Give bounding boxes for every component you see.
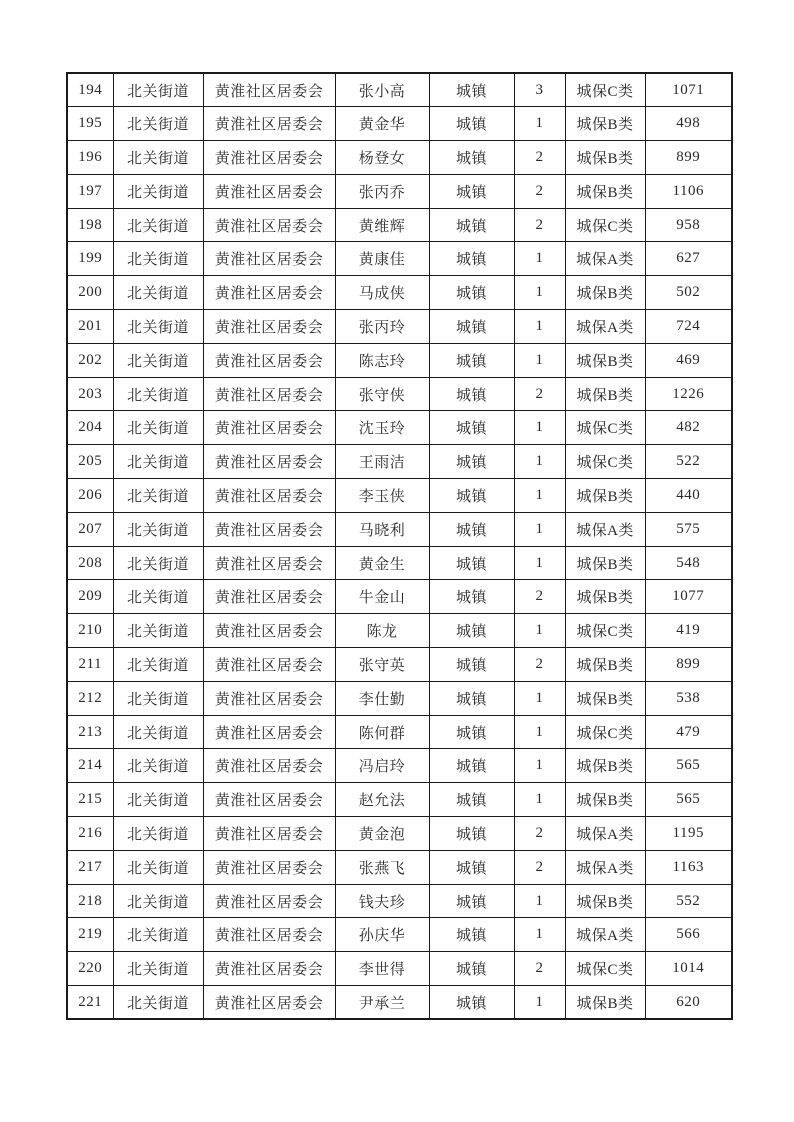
row-number-cell: 216 (67, 817, 113, 851)
insurance-category-cell: 城保B类 (565, 479, 645, 513)
person-name-cell: 张守侠 (335, 377, 429, 411)
street-cell: 北关街道 (113, 208, 203, 242)
amount-cell: 627 (645, 242, 732, 276)
residence-type-cell: 城镇 (429, 884, 514, 918)
street-cell: 北关街道 (113, 512, 203, 546)
table-row (67, 479, 732, 513)
amount-cell: 899 (645, 141, 732, 175)
residence-type-cell: 城镇 (429, 208, 514, 242)
residence-type-cell: 城镇 (429, 445, 514, 479)
street-cell: 北关街道 (113, 783, 203, 817)
residence-type-cell: 城镇 (429, 614, 514, 648)
insurance-category-cell: 城保C类 (565, 208, 645, 242)
household-count-cell: 1 (514, 783, 565, 817)
insurance-category-cell: 城保B类 (565, 276, 645, 310)
household-count-cell: 2 (514, 377, 565, 411)
insurance-category-cell: 城保A类 (565, 242, 645, 276)
table-row (67, 242, 732, 276)
row-number-cell: 213 (67, 715, 113, 749)
street-cell: 北关街道 (113, 377, 203, 411)
street-cell: 北关街道 (113, 715, 203, 749)
residence-type-cell: 城镇 (429, 141, 514, 175)
residence-type-cell: 城镇 (429, 817, 514, 851)
person-name-cell: 陈志玲 (335, 343, 429, 377)
person-name-cell: 杨登女 (335, 141, 429, 175)
person-name-cell: 李玉侠 (335, 479, 429, 513)
amount-cell: 620 (645, 986, 732, 1020)
community-cell: 黄淮社区居委会 (203, 310, 335, 344)
person-name-cell: 王雨洁 (335, 445, 429, 479)
table-row (67, 952, 732, 986)
amount-cell: 1163 (645, 850, 732, 884)
street-cell: 北关街道 (113, 817, 203, 851)
insurance-category-cell: 城保B类 (565, 377, 645, 411)
insurance-category-cell: 城保C类 (565, 614, 645, 648)
table-row (67, 749, 732, 783)
row-number-cell: 220 (67, 952, 113, 986)
community-cell: 黄淮社区居委会 (203, 817, 335, 851)
community-cell: 黄淮社区居委会 (203, 715, 335, 749)
amount-cell: 498 (645, 107, 732, 141)
community-cell: 黄淮社区居委会 (203, 546, 335, 580)
amount-cell: 479 (645, 715, 732, 749)
person-name-cell: 黄金华 (335, 107, 429, 141)
person-name-cell: 孙庆华 (335, 918, 429, 952)
household-count-cell: 2 (514, 648, 565, 682)
person-name-cell: 张丙玲 (335, 310, 429, 344)
household-count-cell: 1 (514, 614, 565, 648)
community-cell: 黄淮社区居委会 (203, 580, 335, 614)
insurance-category-cell: 城保B类 (565, 648, 645, 682)
residence-type-cell: 城镇 (429, 276, 514, 310)
table-row (67, 107, 732, 141)
street-cell: 北关街道 (113, 141, 203, 175)
insurance-category-cell: 城保C类 (565, 73, 645, 107)
insurance-category-cell: 城保B类 (565, 174, 645, 208)
household-count-cell: 1 (514, 411, 565, 445)
row-number-cell: 207 (67, 512, 113, 546)
street-cell: 北关街道 (113, 310, 203, 344)
community-cell: 黄淮社区居委会 (203, 343, 335, 377)
amount-cell: 552 (645, 884, 732, 918)
person-name-cell: 陈龙 (335, 614, 429, 648)
residence-type-cell: 城镇 (429, 952, 514, 986)
residence-type-cell: 城镇 (429, 850, 514, 884)
amount-cell: 440 (645, 479, 732, 513)
community-cell: 黄淮社区居委会 (203, 242, 335, 276)
insurance-category-cell: 城保B类 (565, 783, 645, 817)
community-cell: 黄淮社区居委会 (203, 445, 335, 479)
table-row (67, 884, 732, 918)
insurance-category-cell: 城保B类 (565, 681, 645, 715)
table-row (67, 445, 732, 479)
community-cell: 黄淮社区居委会 (203, 107, 335, 141)
amount-cell: 1071 (645, 73, 732, 107)
amount-cell: 958 (645, 208, 732, 242)
household-count-cell: 1 (514, 310, 565, 344)
household-count-cell: 2 (514, 850, 565, 884)
community-cell: 黄淮社区居委会 (203, 174, 335, 208)
household-count-cell: 1 (514, 343, 565, 377)
community-cell: 黄淮社区居委会 (203, 73, 335, 107)
residence-type-cell: 城镇 (429, 681, 514, 715)
table-row (67, 681, 732, 715)
amount-cell: 566 (645, 918, 732, 952)
street-cell: 北关街道 (113, 884, 203, 918)
amount-cell: 1195 (645, 817, 732, 851)
table-row (67, 208, 732, 242)
residence-type-cell: 城镇 (429, 512, 514, 546)
person-name-cell: 李世得 (335, 952, 429, 986)
street-cell: 北关街道 (113, 546, 203, 580)
person-name-cell: 马成侠 (335, 276, 429, 310)
residence-type-cell: 城镇 (429, 174, 514, 208)
table-row (67, 377, 732, 411)
insurance-category-cell: 城保B类 (565, 343, 645, 377)
household-count-cell: 1 (514, 107, 565, 141)
street-cell: 北关街道 (113, 343, 203, 377)
amount-cell: 419 (645, 614, 732, 648)
row-number-cell: 215 (67, 783, 113, 817)
community-cell: 黄淮社区居委会 (203, 918, 335, 952)
insurance-category-cell: 城保B类 (565, 107, 645, 141)
amount-cell: 538 (645, 681, 732, 715)
residence-type-cell: 城镇 (429, 107, 514, 141)
row-number-cell: 195 (67, 107, 113, 141)
residence-type-cell: 城镇 (429, 411, 514, 445)
household-count-cell: 1 (514, 749, 565, 783)
person-name-cell: 张燕飞 (335, 850, 429, 884)
row-number-cell: 210 (67, 614, 113, 648)
row-number-cell: 208 (67, 546, 113, 580)
amount-cell: 482 (645, 411, 732, 445)
person-name-cell: 张丙乔 (335, 174, 429, 208)
amount-cell: 565 (645, 783, 732, 817)
row-number-cell: 221 (67, 986, 113, 1020)
amount-cell: 899 (645, 648, 732, 682)
row-number-cell: 205 (67, 445, 113, 479)
insurance-category-cell: 城保A类 (565, 310, 645, 344)
person-name-cell: 张小高 (335, 73, 429, 107)
insurance-category-cell: 城保C类 (565, 715, 645, 749)
insurance-category-cell: 城保C类 (565, 952, 645, 986)
table-row (67, 310, 732, 344)
amount-cell: 502 (645, 276, 732, 310)
person-name-cell: 冯启玲 (335, 749, 429, 783)
community-cell: 黄淮社区居委会 (203, 614, 335, 648)
insurance-category-cell: 城保A类 (565, 817, 645, 851)
residence-type-cell: 城镇 (429, 242, 514, 276)
community-cell: 黄淮社区居委会 (203, 749, 335, 783)
residence-type-cell: 城镇 (429, 715, 514, 749)
street-cell: 北关街道 (113, 107, 203, 141)
amount-cell: 522 (645, 445, 732, 479)
household-count-cell: 2 (514, 817, 565, 851)
insurance-category-cell: 城保A类 (565, 512, 645, 546)
street-cell: 北关街道 (113, 986, 203, 1020)
household-count-cell: 1 (514, 242, 565, 276)
table-row (67, 276, 732, 310)
row-number-cell: 201 (67, 310, 113, 344)
amount-cell: 575 (645, 512, 732, 546)
person-name-cell: 黄金泡 (335, 817, 429, 851)
household-count-cell: 1 (514, 918, 565, 952)
household-count-cell: 1 (514, 986, 565, 1020)
row-number-cell: 202 (67, 343, 113, 377)
row-number-cell: 198 (67, 208, 113, 242)
table-row (67, 715, 732, 749)
community-cell: 黄淮社区居委会 (203, 411, 335, 445)
community-cell: 黄淮社区居委会 (203, 276, 335, 310)
person-name-cell: 钱夫珍 (335, 884, 429, 918)
street-cell: 北关街道 (113, 952, 203, 986)
person-name-cell: 黄康佳 (335, 242, 429, 276)
table-row (67, 918, 732, 952)
insurance-category-cell: 城保B类 (565, 884, 645, 918)
row-number-cell: 212 (67, 681, 113, 715)
household-count-cell: 3 (514, 73, 565, 107)
row-number-cell: 219 (67, 918, 113, 952)
table-row (67, 343, 732, 377)
amount-cell: 1014 (645, 952, 732, 986)
street-cell: 北关街道 (113, 73, 203, 107)
street-cell: 北关街道 (113, 411, 203, 445)
insurance-category-cell: 城保B类 (565, 986, 645, 1020)
residence-type-cell: 城镇 (429, 783, 514, 817)
insurance-category-cell: 城保C类 (565, 445, 645, 479)
residence-type-cell: 城镇 (429, 479, 514, 513)
table-row (67, 986, 732, 1020)
person-name-cell: 张守英 (335, 648, 429, 682)
person-name-cell: 李仕勤 (335, 681, 429, 715)
street-cell: 北关街道 (113, 580, 203, 614)
table-row (67, 141, 732, 175)
household-count-cell: 1 (514, 512, 565, 546)
household-count-cell: 1 (514, 445, 565, 479)
residence-type-cell: 城镇 (429, 648, 514, 682)
street-cell: 北关街道 (113, 614, 203, 648)
row-number-cell: 217 (67, 850, 113, 884)
amount-cell: 469 (645, 343, 732, 377)
table-row (67, 546, 732, 580)
street-cell: 北关街道 (113, 749, 203, 783)
person-name-cell: 尹承兰 (335, 986, 429, 1020)
street-cell: 北关街道 (113, 479, 203, 513)
residence-type-cell: 城镇 (429, 310, 514, 344)
table-row (67, 411, 732, 445)
row-number-cell: 209 (67, 580, 113, 614)
household-count-cell: 1 (514, 681, 565, 715)
community-cell: 黄淮社区居委会 (203, 681, 335, 715)
table-row (67, 174, 732, 208)
community-cell: 黄淮社区居委会 (203, 648, 335, 682)
row-number-cell: 211 (67, 648, 113, 682)
amount-cell: 1077 (645, 580, 732, 614)
household-count-cell: 2 (514, 952, 565, 986)
street-cell: 北关街道 (113, 174, 203, 208)
household-count-cell: 2 (514, 174, 565, 208)
community-cell: 黄淮社区居委会 (203, 479, 335, 513)
person-name-cell: 黄维辉 (335, 208, 429, 242)
table-row (67, 850, 732, 884)
community-cell: 黄淮社区居委会 (203, 208, 335, 242)
insurance-category-cell: 城保B类 (565, 749, 645, 783)
residence-type-cell: 城镇 (429, 546, 514, 580)
street-cell: 北关街道 (113, 850, 203, 884)
row-number-cell: 218 (67, 884, 113, 918)
amount-cell: 548 (645, 546, 732, 580)
household-count-cell: 2 (514, 141, 565, 175)
table-row (67, 580, 732, 614)
community-cell: 黄淮社区居委会 (203, 141, 335, 175)
residence-type-cell: 城镇 (429, 73, 514, 107)
person-name-cell: 陈何群 (335, 715, 429, 749)
person-name-cell: 牛金山 (335, 580, 429, 614)
residence-type-cell: 城镇 (429, 580, 514, 614)
household-count-cell: 1 (514, 715, 565, 749)
insurance-category-cell: 城保A类 (565, 918, 645, 952)
amount-cell: 724 (645, 310, 732, 344)
residence-type-cell: 城镇 (429, 986, 514, 1020)
community-cell: 黄淮社区居委会 (203, 986, 335, 1020)
street-cell: 北关街道 (113, 242, 203, 276)
person-name-cell: 赵允法 (335, 783, 429, 817)
household-count-cell: 1 (514, 479, 565, 513)
street-cell: 北关街道 (113, 648, 203, 682)
household-count-cell: 2 (514, 580, 565, 614)
residence-type-cell: 城镇 (429, 749, 514, 783)
street-cell: 北关街道 (113, 445, 203, 479)
insurance-category-cell: 城保A类 (565, 850, 645, 884)
household-count-cell: 2 (514, 208, 565, 242)
row-number-cell: 199 (67, 242, 113, 276)
insurance-category-cell: 城保B类 (565, 580, 645, 614)
household-count-cell: 1 (514, 276, 565, 310)
row-number-cell: 197 (67, 174, 113, 208)
insurance-category-cell: 城保B类 (565, 546, 645, 580)
person-name-cell: 黄金生 (335, 546, 429, 580)
insurance-category-cell: 城保C类 (565, 411, 645, 445)
household-count-cell: 1 (514, 884, 565, 918)
amount-cell: 1106 (645, 174, 732, 208)
residence-type-cell: 城镇 (429, 377, 514, 411)
roster-table (66, 72, 733, 1020)
household-count-cell: 1 (514, 546, 565, 580)
person-name-cell: 马晓利 (335, 512, 429, 546)
insurance-category-cell: 城保B类 (565, 141, 645, 175)
row-number-cell: 200 (67, 276, 113, 310)
table-row (67, 512, 732, 546)
street-cell: 北关街道 (113, 918, 203, 952)
street-cell: 北关街道 (113, 681, 203, 715)
row-number-cell: 194 (67, 73, 113, 107)
community-cell: 黄淮社区居委会 (203, 512, 335, 546)
row-number-cell: 203 (67, 377, 113, 411)
residence-type-cell: 城镇 (429, 343, 514, 377)
street-cell: 北关街道 (113, 276, 203, 310)
row-number-cell: 206 (67, 479, 113, 513)
community-cell: 黄淮社区居委会 (203, 850, 335, 884)
row-number-cell: 204 (67, 411, 113, 445)
amount-cell: 565 (645, 749, 732, 783)
residence-type-cell: 城镇 (429, 918, 514, 952)
row-number-cell: 214 (67, 749, 113, 783)
community-cell: 黄淮社区居委会 (203, 377, 335, 411)
amount-cell: 1226 (645, 377, 732, 411)
community-cell: 黄淮社区居委会 (203, 783, 335, 817)
person-name-cell: 沈玉玲 (335, 411, 429, 445)
row-number-cell: 196 (67, 141, 113, 175)
community-cell: 黄淮社区居委会 (203, 952, 335, 986)
table-row (67, 614, 732, 648)
table-row (67, 73, 732, 107)
table-row (67, 817, 732, 851)
community-cell: 黄淮社区居委会 (203, 884, 335, 918)
table-row (67, 783, 732, 817)
table-row (67, 648, 732, 682)
